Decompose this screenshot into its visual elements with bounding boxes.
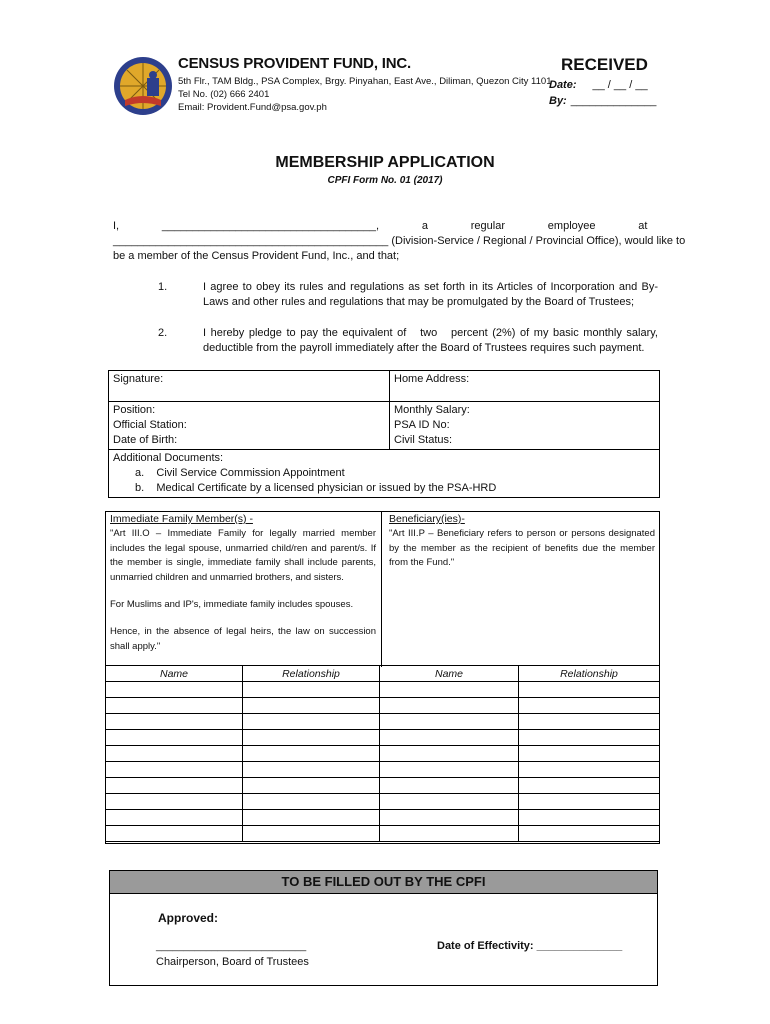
position-label: Position: [113, 404, 156, 416]
grid-cell[interactable] [106, 730, 243, 746]
family-definition: "Art III.O – Immediate Family for legally married member includes the legal spouse, unmarried child/ren and parent/s. If the member is single, immediate family shall include parents, unmarried children and unmarried brothers, and sisters. [110, 528, 376, 583]
official-station-label: Official Station: [113, 419, 187, 431]
grid-cell[interactable] [106, 698, 243, 714]
chairperson-label: Chairperson, Board of Trustees [156, 956, 309, 968]
grid-row [106, 778, 660, 794]
document-b: b. Medical Certificate by a licensed physician or issued by the PSA-HRD [135, 482, 497, 494]
received-date-value[interactable]: __ / __ / __ [592, 79, 648, 91]
date-of-birth-label: Date of Birth: [113, 434, 178, 446]
grid-cell[interactable] [519, 730, 660, 746]
grid-row [106, 730, 660, 746]
approved-label: Approved: [158, 911, 218, 925]
intro-line-3: be a member of the Census Provident Fund, Inc., and that; [113, 250, 400, 262]
chairperson-signature-line[interactable]: ___________________________ [156, 941, 307, 952]
grid-cell[interactable] [243, 746, 380, 762]
beneficiary-heading: Beneficiary(ies)- [389, 513, 465, 525]
grid-cell[interactable] [380, 826, 519, 842]
grid-cell[interactable] [243, 730, 380, 746]
grid-cell[interactable] [243, 794, 380, 810]
org-address: 5th Flr., TAM Bldg., PSA Complex, Brgy. Pinyahan, East Ave., Diliman, Quezon City 1101 [178, 76, 552, 87]
home-address-label: Home Address: [394, 373, 470, 385]
grid-cell[interactable] [380, 810, 519, 826]
grid-cell[interactable] [380, 794, 519, 810]
grid-cell[interactable] [243, 714, 380, 730]
member-info-table [108, 370, 660, 498]
grid-row [106, 794, 660, 810]
grid-cell[interactable] [380, 746, 519, 762]
received-by [549, 95, 656, 107]
date-of-effectivity[interactable]: Date of Effectivity: ______________ [437, 940, 623, 952]
intro-line-1[interactable]: I, ___________________________________, a regular employee at [113, 220, 648, 232]
grid-cell[interactable] [519, 794, 660, 810]
org-name: CENSUS PROVIDENT FUND, INC. [178, 55, 411, 72]
grid-cell[interactable] [519, 826, 660, 842]
grid-row [106, 746, 660, 762]
home-address-field[interactable] [390, 371, 660, 402]
form-subtitle: CPFI Form No. 01 (2017) [327, 175, 443, 186]
grid-row [106, 762, 660, 778]
received-by-label: By: [549, 95, 567, 107]
grid-cell[interactable] [519, 682, 660, 698]
psa-id-label: PSA ID No: [394, 419, 450, 431]
grid-cell[interactable] [243, 778, 380, 794]
document-a: a. Civil Service Commission Appointment [135, 467, 345, 479]
form-title: MEMBERSHIP APPLICATION [275, 154, 495, 171]
received-stamp-title: RECEIVED [561, 55, 648, 74]
grid-cell[interactable] [243, 810, 380, 826]
civil-status-label: Civil Status: [394, 434, 453, 446]
pledge-2-text: I hereby pledge to pay the equivalent of two percent (2%) of my basic monthly salary, deductible from the payroll immediately after the Board of Trustees requires such payment. [203, 327, 662, 354]
pledge-1-number: 1. [158, 281, 168, 293]
additional-documents [109, 450, 660, 498]
grid-cell[interactable] [106, 778, 243, 794]
grid-cell[interactable] [519, 762, 660, 778]
cpfi-logo [113, 56, 173, 116]
grid-row [106, 810, 660, 826]
grid-cell[interactable] [519, 778, 660, 794]
family-heading: Immediate Family Member(s) - [110, 513, 253, 525]
grid-cell[interactable] [243, 762, 380, 778]
signature-label: Signature: [113, 373, 164, 385]
received-date [549, 79, 648, 91]
grid-header-beneficiary-name: Name [380, 666, 519, 682]
grid-cell[interactable] [519, 698, 660, 714]
cpfi-section-header: TO BE FILLED OUT BY THE CPFI [110, 871, 657, 894]
intro-line-2[interactable]: _____________________________________________ (Division-Service / Regional / Provincial Office), would like to [113, 235, 686, 247]
grid-cell[interactable] [380, 778, 519, 794]
employment-fields[interactable] [109, 402, 390, 450]
grid-cell[interactable] [106, 714, 243, 730]
grid-cell[interactable] [243, 682, 380, 698]
grid-row [106, 714, 660, 730]
grid-cell[interactable] [106, 762, 243, 778]
grid-cell[interactable] [380, 730, 519, 746]
pledge-2-number: 2. [158, 327, 168, 339]
beneficiary-definition: "Art III.P – Beneficiary refers to person or persons designated by the member as the recipient of benefits due the member from the Fund." [389, 528, 655, 568]
family-muslim-note: For Muslims and IP's, immediate family includes spouses. [110, 599, 354, 610]
grid-cell[interactable] [106, 682, 243, 698]
grid-cell[interactable] [380, 682, 519, 698]
grid-row [106, 682, 660, 698]
grid-cell[interactable] [106, 826, 243, 842]
pledge-1-text: I agree to obey its rules and regulations as set forth in its Articles of Incorporation and By-Laws and other rules and regulations that may be promulgated by the Board of Trustees; [203, 281, 658, 308]
org-tel: Tel No. (02) 666 2401 [178, 89, 270, 100]
grid-header-beneficiary-relationship: Relationship [519, 666, 660, 682]
cpfi-section [109, 870, 658, 986]
additional-documents-label: Additional Documents: [113, 452, 224, 464]
grid-cell[interactable] [519, 810, 660, 826]
grid-header-family-name: Name [106, 666, 243, 682]
grid-cell[interactable] [243, 698, 380, 714]
org-email: Email: Provident.Fund@psa.gov.ph [178, 102, 327, 113]
grid-cell[interactable] [380, 714, 519, 730]
grid-row [106, 826, 660, 842]
grid-cell[interactable] [106, 794, 243, 810]
received-by-value[interactable]: ______________ [570, 95, 657, 107]
received-date-label: Date: [549, 79, 577, 91]
grid-cell[interactable] [106, 746, 243, 762]
monthly-salary-label: Monthly Salary: [394, 404, 470, 416]
grid-cell[interactable] [519, 746, 660, 762]
signature-field[interactable] [109, 371, 390, 402]
grid-header-family-relationship: Relationship [243, 666, 380, 682]
grid-cell[interactable] [106, 810, 243, 826]
grid-cell[interactable] [519, 714, 660, 730]
grid-cell[interactable] [380, 698, 519, 714]
personal-fields[interactable] [390, 402, 660, 450]
grid-cell[interactable] [380, 762, 519, 778]
family-beneficiary-grid [105, 665, 660, 842]
grid-row [106, 698, 660, 714]
grid-cell[interactable] [243, 826, 380, 842]
family-succession-note: Hence, in the absence of legal heirs, the law on succession shall apply." [110, 626, 376, 652]
column-divider [381, 512, 382, 667]
